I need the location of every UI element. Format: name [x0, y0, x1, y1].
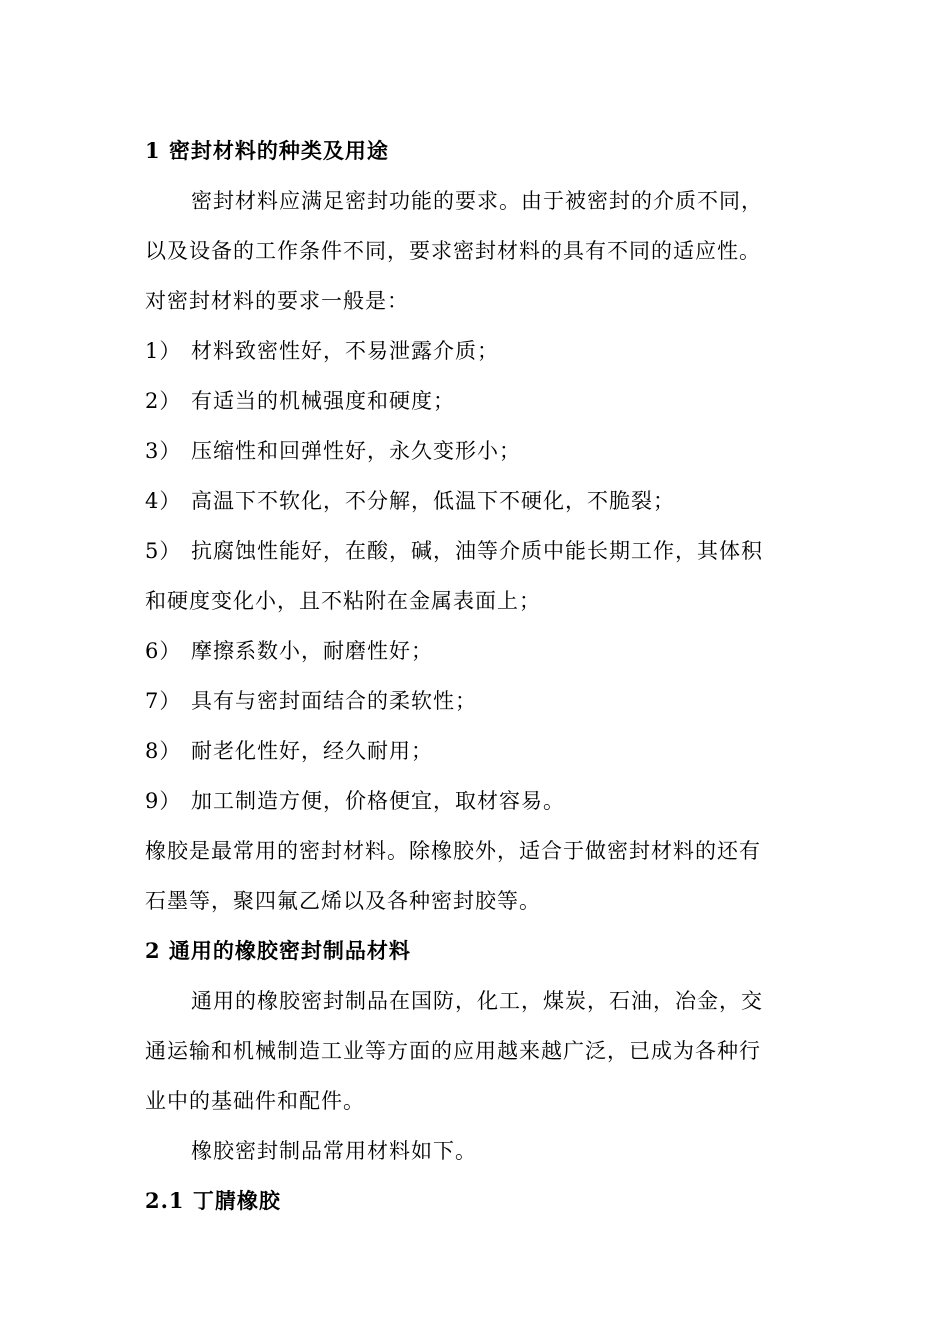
requirement-number: 2） — [145, 389, 182, 413]
requirement-number: 4） — [145, 489, 182, 513]
rubber-paragraph-line-2: 石墨等，聚四氟乙烯以及各种密封胶等。 — [145, 889, 541, 913]
requirement-text: 加工制造方便，价格便宜，取材容易。 — [191, 789, 565, 813]
requirement-item-9 — [145, 786, 565, 816]
section-2-heading: 2 通用的橡胶密封制品材料 — [145, 938, 411, 963]
requirement-text: 摩擦系数小，耐磨性好； — [191, 639, 433, 663]
materials-intro-paragraph: 橡胶密封制品常用材料如下。 — [191, 1139, 477, 1163]
requirement-text: 抗腐蚀性能好，在酸，碱，油等介质中能长期工作，其体积 — [191, 539, 763, 563]
intro-paragraph-line-1: 密封材料应满足密封功能的要求。由于被密封的介质不同， — [191, 189, 763, 213]
requirement-number: 5） — [145, 539, 182, 563]
requirement-text: 有适当的机械强度和硬度； — [191, 389, 455, 413]
requirement-item-3 — [145, 436, 521, 466]
requirement-item-1 — [145, 336, 499, 366]
requirement-number: 9） — [145, 789, 182, 813]
section-1-heading: 1 密封材料的种类及用途 — [145, 138, 389, 163]
section-2-paragraph-line-1: 通用的橡胶密封制品在国防，化工，煤炭，石油，冶金，交 — [191, 989, 763, 1013]
requirement-text: 高温下不软化，不分解，低温下不硬化，不脆裂； — [191, 489, 675, 513]
subsection-2-1-heading: 2.1 丁腈橡胶 — [145, 1188, 281, 1213]
requirement-item-2 — [145, 386, 455, 416]
requirement-number: 7） — [145, 689, 182, 713]
requirement-text: 具有与密封面结合的柔软性； — [191, 689, 477, 713]
requirement-text: 材料致密性好，不易泄露介质； — [191, 339, 499, 363]
requirement-item-5-continuation: 和硬度变化小，且不粘附在金属表面上； — [145, 589, 541, 613]
section-2-paragraph-line-2: 通运输和机械制造工业等方面的应用越来越广泛，已成为各种行 — [145, 1039, 761, 1063]
requirement-number: 8） — [145, 739, 182, 763]
intro-paragraph-line-3: 对密封材料的要求一般是： — [145, 289, 409, 313]
section-2-paragraph-line-3: 业中的基础件和配件。 — [145, 1089, 365, 1113]
requirement-item-4 — [145, 486, 675, 516]
requirement-item-5 — [145, 536, 763, 566]
requirement-item-8 — [145, 736, 433, 766]
requirement-text: 压缩性和回弹性好，永久变形小； — [191, 439, 521, 463]
requirement-number: 1） — [145, 339, 182, 363]
rubber-paragraph-line-1: 橡胶是最常用的密封材料。除橡胶外，适合于做密封材料的还有 — [145, 839, 761, 863]
requirement-item-7 — [145, 686, 477, 716]
requirement-text: 耐老化性好，经久耐用； — [191, 739, 433, 763]
requirement-number: 3） — [145, 439, 182, 463]
requirement-item-6 — [145, 636, 433, 666]
requirement-number: 6） — [145, 639, 182, 663]
intro-paragraph-line-2: 以及设备的工作条件不同，要求密封材料的具有不同的适应性。 — [145, 239, 761, 263]
